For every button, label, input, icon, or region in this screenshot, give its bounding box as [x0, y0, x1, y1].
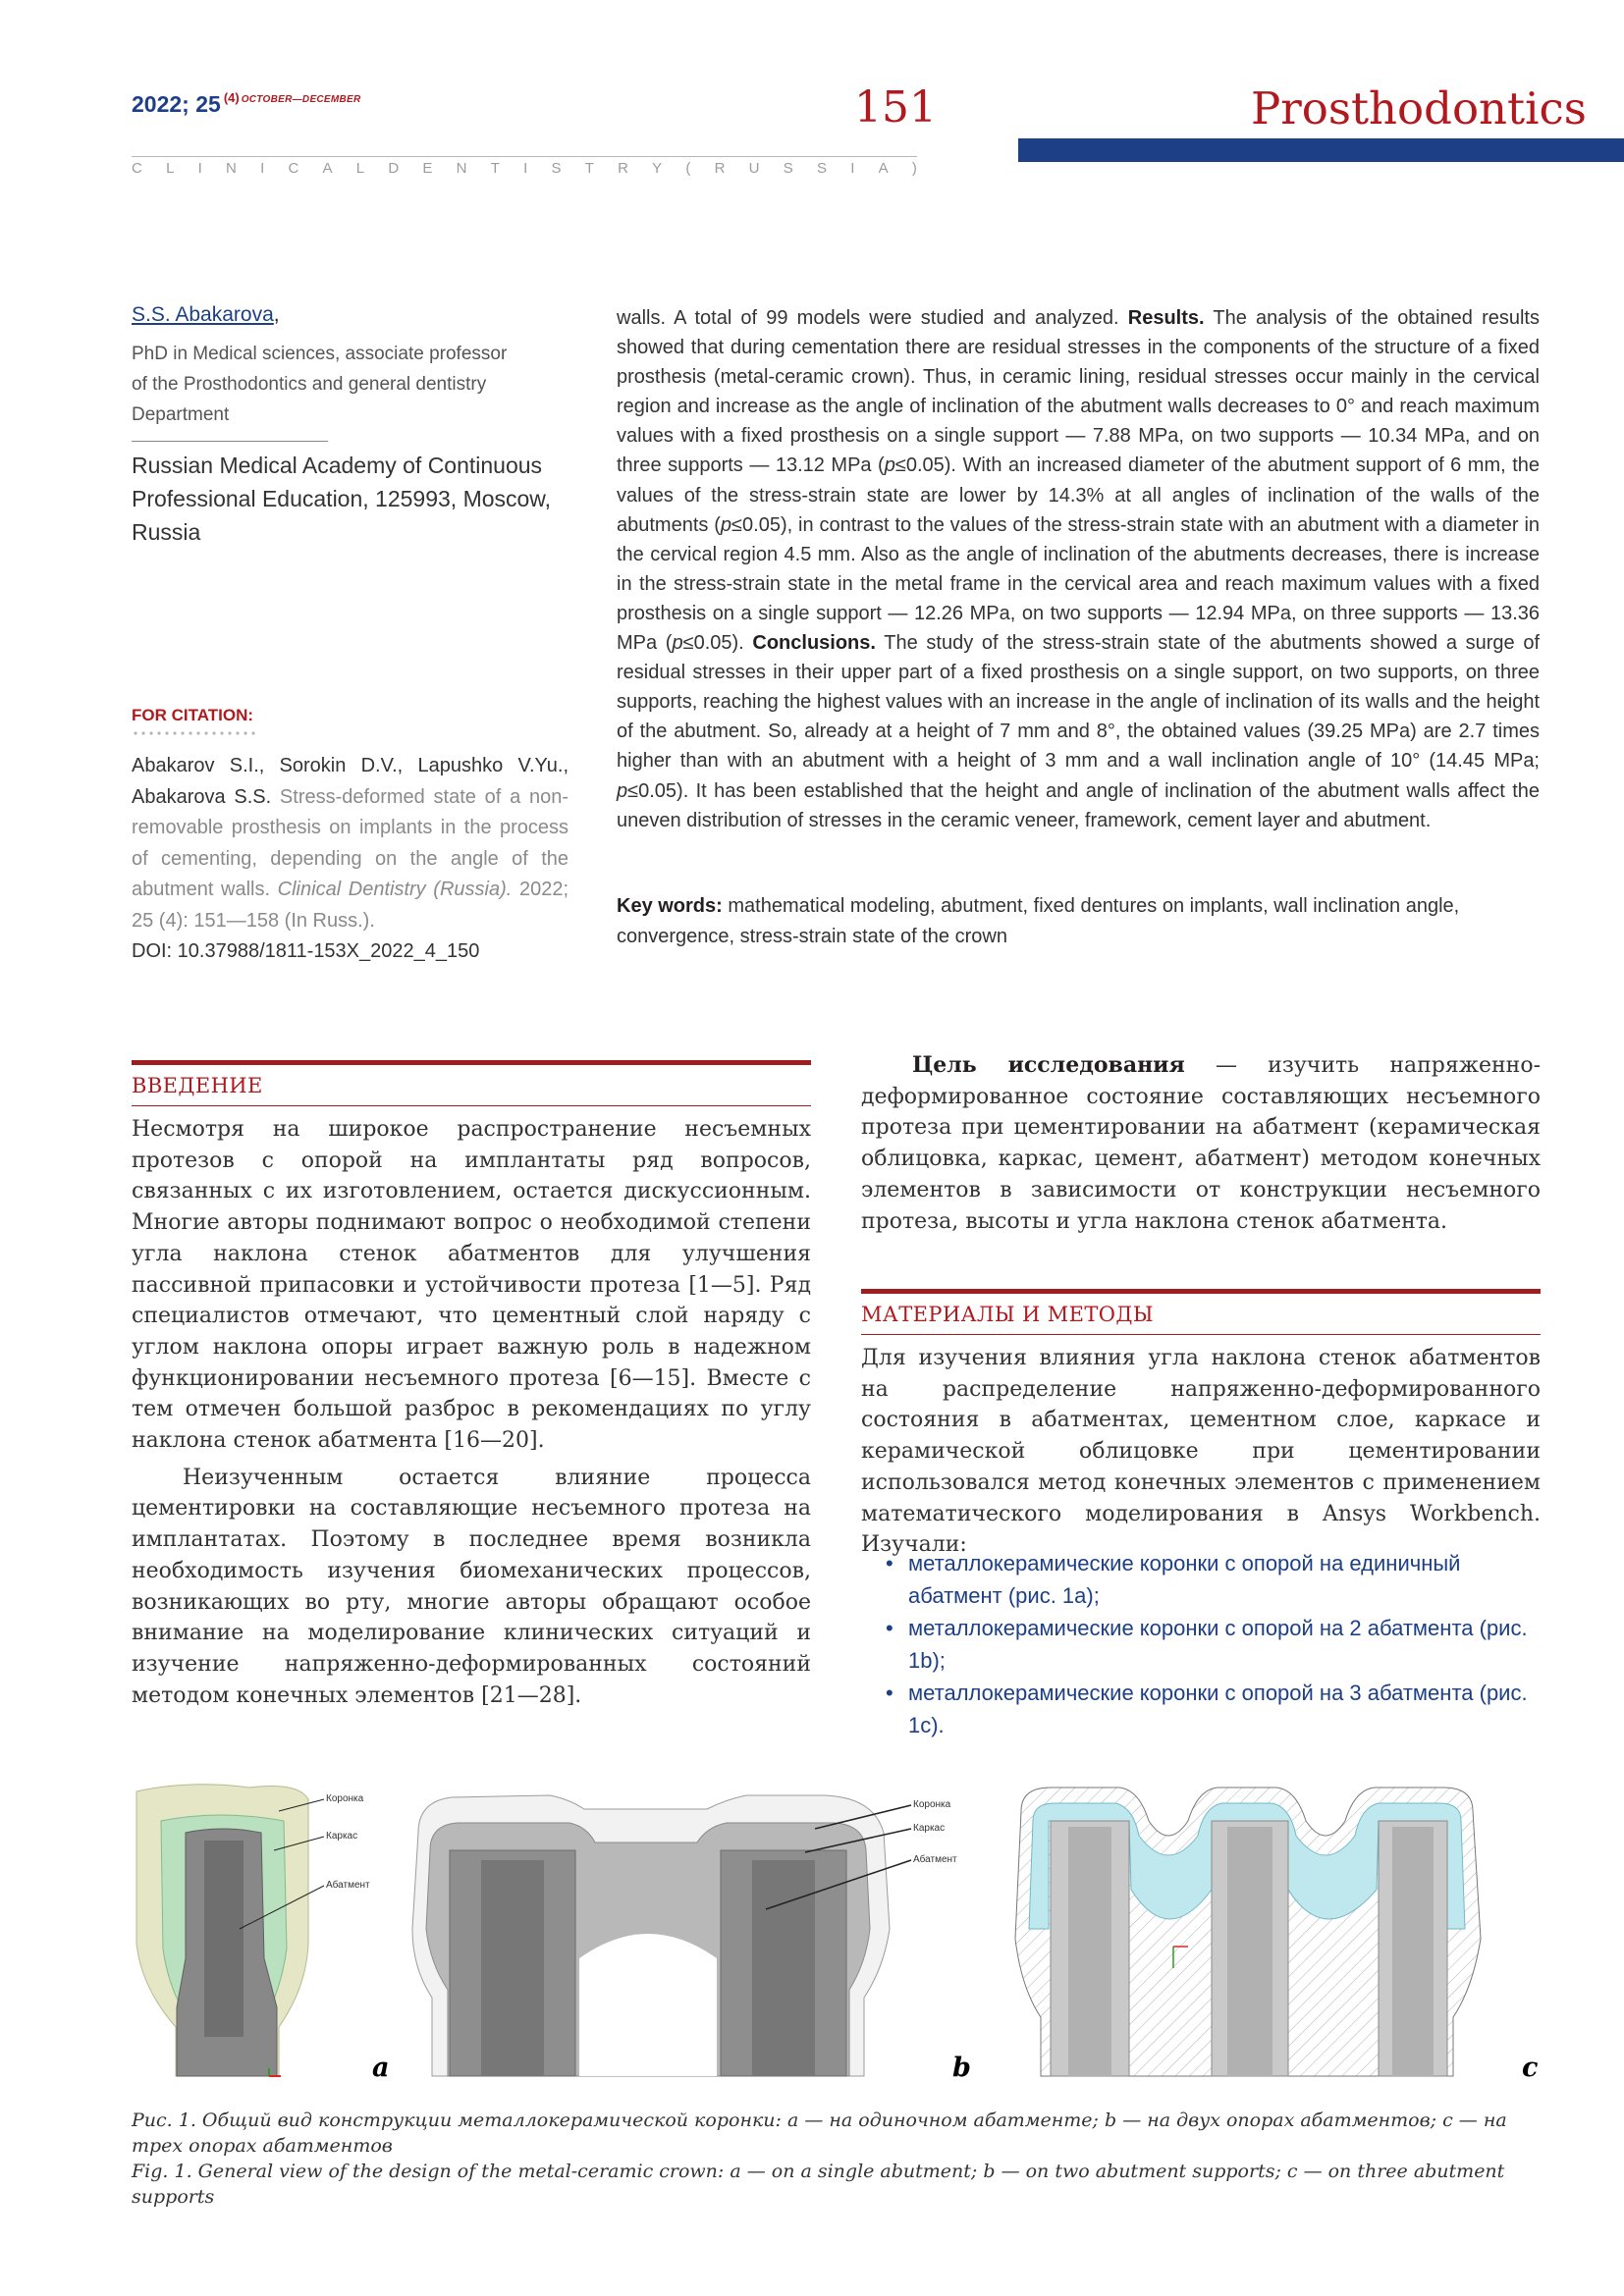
author-comma: , — [273, 303, 280, 326]
journal-name — [132, 160, 917, 177]
p-symbol: p — [884, 454, 895, 477]
fig-a-label-frame: Каркас — [326, 1831, 358, 1842]
journal-letter: A — [878, 160, 889, 177]
figure-caption-en: Fig. 1. General view of the design of the metal-ceramic crown: a — on a single abutment; b — on two abutment supports; c — on three abutment supports — [132, 2161, 1505, 2208]
p-symbol: p — [720, 513, 732, 536]
abstract — [617, 303, 1540, 835]
affiliation-line: Russia — [132, 519, 201, 545]
aim-label: Цель исследования — [912, 1052, 1185, 1078]
journal-letter: T — [490, 160, 500, 177]
methods-paragraph: Для изучения влияния угла наклона стенок абатментов на распределение напряженно-деформированного состояния в абатментах, цементном слое, каркасе и керамической облицовке при цементировании использовался метод конечных элементов с применением математического моделирования в Ansys Workbench. Изучали: — [861, 1346, 1541, 1558]
journal-letter: N — [456, 160, 467, 177]
page-number: 151 — [854, 82, 937, 133]
keywords — [617, 891, 1540, 951]
intro-rule — [132, 1060, 811, 1065]
journal-letter: L — [166, 160, 175, 177]
journal-letter: R — [714, 160, 726, 177]
journal-letter: S — [551, 160, 562, 177]
journal-letter: C — [132, 160, 142, 177]
methods-bullet: • металлокерамические коронки с опорой на 2 абатмента (рис. 1b); — [893, 1612, 1542, 1677]
journal-letter: S — [783, 160, 793, 177]
author-divider — [132, 441, 328, 442]
methods-underline — [861, 1334, 1541, 1335]
journal-letter: L — [355, 160, 365, 177]
fig-b-letter: b — [952, 2053, 971, 2083]
fig-a-letter: a — [372, 2053, 390, 2083]
fig-b-label-abutment: Абатмент — [913, 1854, 957, 1865]
citation-text — [132, 751, 568, 968]
citation-journal: Clinical Dentistry (Russia). — [277, 879, 513, 900]
citation-title: Stress-deformed state of a non-removable prosthesis on implants in the process of cementing, depending on the angle of the abutment walls. — [132, 785, 568, 900]
keywords-label: Key words: — [617, 895, 723, 917]
header-rule — [132, 156, 917, 157]
aim-body: — изучить напряженно-деформированное состояние составляющих несъемного протеза при цементировании на абатмент (керамическая облицовка, каркас, цемент, абатмент) методом конечных элементов в зависимости от конструкции несъемного протеза, высоты и угла наклона стенок абатмента. — [861, 1053, 1542, 1234]
figure-panel-a — [132, 1782, 390, 2083]
intro-text — [132, 1114, 811, 1711]
issue-months: OCTOBER—DECEMBER — [241, 94, 361, 105]
conclusions-label: Conclusions. — [752, 632, 876, 655]
p-symbol: p — [617, 779, 628, 802]
journal-letter: ) — [911, 160, 917, 177]
journal-letter: S — [816, 160, 827, 177]
fig-b-label-frame: Каркас — [913, 1823, 946, 1834]
citation-details: 2022; 25 (4): 151—158 (In Russ.). — [132, 879, 569, 932]
intro-paragraph: Неизученным остается влияние процесса цементировки на составляющие несъемного протеза на имплантатах. Поэтому в последнее время возникла необходимость изучения биомеханических процессов, возникающих во рту, многие авторы обращают особое внимание на моделирование клинических ситуаций и изучение напряженно-деформированных состояний методом конечных элементов [21—28]. — [132, 1465, 811, 1708]
abstract-text: ≤0.05). With an increased diameter of the abutment support of 6 mm, the values of the stress-strain state are lower by 14.3% at all angles of inclination of the walls of the abutments ( — [617, 454, 1540, 536]
fig-c-letter: c — [1522, 2053, 1539, 2083]
abstract-text: The study of the stress-strain state of the abutments showed a surge of residual stresses in their upper part of a fixed prosthesis on a single support, on two supports, on three supports, reaching the highest values with an increase in the angle of inclination of its walls and the height of the abutment. So, already at a height of 7 mm and 8°, the obtained values (39.25 MPa) are 2.7 times higher than with an abutment with a height of 3 mm and a wall inclination angle of 10° (14.45 MPa; — [617, 632, 1540, 773]
journal-letter: T — [584, 160, 594, 177]
citation-label: FOR CITATION: — [132, 706, 254, 724]
author-link[interactable]: S.S. Abakarova — [132, 303, 274, 326]
aim-text — [861, 1050, 1541, 1237]
section-title: Prosthodontics — [1251, 82, 1587, 134]
fig-b-label-crown: Коронка — [913, 1799, 951, 1810]
issue-number: (4) — [223, 90, 240, 105]
author-name — [132, 303, 280, 327]
methods-bullet: • металлокерамические коронки с опорой на единичный абатмент (рис. 1a); — [893, 1547, 1542, 1612]
journal-letter: E — [422, 160, 433, 177]
abstract-text: walls. A total of 99 models were studied and analyzed. — [617, 307, 1128, 329]
methods-rule — [861, 1289, 1541, 1294]
intro-underline — [132, 1105, 811, 1106]
author-credentials — [132, 339, 544, 430]
methods-bullet: • металлокерамические коронки с опорой на 3 абатмента (рис. 1c). — [893, 1677, 1542, 1741]
figure-panel-c — [1011, 1782, 1551, 2083]
journal-letter: I — [523, 160, 528, 177]
journal-letter: A — [322, 160, 333, 177]
journal-letter: D — [388, 160, 400, 177]
citation-authors: Abakarov S.I., Sorokin D.V., Lapushko V.Yu., Abakarova S.S. — [132, 755, 568, 808]
journal-letter: ( — [685, 160, 691, 177]
figure-panel-b — [412, 1782, 982, 2083]
journal-letter: Y — [652, 160, 663, 177]
methods-text — [861, 1343, 1541, 1561]
intro-paragraph: Несмотря на широкое распространение несъемных протезов с опорой на имплантаты ряд вопросов, связанных с их изготовлением, остается дискуссионным. Многие авторы поднимают вопрос о необходимой степени угла наклона стенок абатментов для улучшения пассивной припасовки и устойчивости протеза [1—5]. Ряд специалистов отмечают, что цементный слой наряду с углом наклона опоры играет важную роль в надежном функционировании несъемного протеза [6—15]. Вместе с тем отмечен большой разброс в рекомендациях по углу наклона стенок абатмента [16—20]. — [132, 1117, 811, 1454]
journal-issue — [132, 90, 361, 118]
journal-letter: R — [618, 160, 628, 177]
author-affiliation — [132, 449, 583, 549]
citation-doi[interactable]: DOI: 10.37988/1811-153X_2022_4_150 — [132, 940, 480, 962]
affiliation-line: Russian Medical Academy of Continuous — [132, 453, 543, 478]
fig-a-label-crown: Коронка — [326, 1793, 364, 1804]
year-volume: 2022; 25 — [132, 91, 221, 117]
fig-a-label-abutment: Абатмент — [326, 1880, 370, 1891]
p-symbol: p — [672, 632, 683, 655]
citation-dots — [132, 731, 259, 735]
journal-letter: C — [288, 160, 299, 177]
results-label: Results. — [1127, 307, 1205, 329]
abstract-text: The analysis of the obtained results showed that during cementation there are residual stresses in the components of the structure of a fixed prosthesis (metal-ceramic crown). Thus, in ceramic lining, residual stresses occur mainly in the cervical region and increase as the angle of inclination of the abutment walls decreases to 0° and reach maximum values with a fixed prosthesis on a single support — 7.88 MPa, on two supports — 10.34 MPa, and on three supports — 13.12 MPa ( — [617, 307, 1540, 477]
credentials-line: Department — [132, 404, 230, 425]
figure-caption-ru: Рис. 1. Общий вид конструкции металлокерамической коронки: a — на одиночном абатменте; b — на двух опорах абатментов; c — на трех опорах абатментов — [132, 2109, 1507, 2157]
keywords-text: mathematical modeling, abutment, fixed dentures on implants, wall inclination angle, convergence, stress-strain state of the crown — [617, 895, 1460, 947]
journal-letter: I — [197, 160, 202, 177]
methods-heading: МАТЕРИАЛЫ И МЕТОДЫ — [861, 1303, 1154, 1326]
journal-letter: U — [748, 160, 760, 177]
journal-letter: I — [850, 160, 855, 177]
abstract-text: ≤0.05), in contrast to the values of the stress-strain state with an abutment with a diameter in the cervical region 4.5 mm. Also as the angle of inclination of the abutments decreases, there is increase in the stress-strain state in the metal frame in the cervical area and reach maximum values with a fixed prosthesis on a single support — 12.26 MPa, on two supports — 12.94 MPa, on three supports — 13.36 MPa ( — [617, 513, 1541, 655]
journal-letter: I — [260, 160, 265, 177]
intro-heading: ВВЕДЕНИЕ — [132, 1074, 263, 1097]
abstract-text: ≤0.05). It has been established that the height and angle of inclination of the abutment walls affect the uneven distribution of stresses in the ceramic veneer, framework, cement layer and abutment. — [617, 779, 1540, 831]
abstract-text: ≤0.05). — [682, 632, 753, 655]
credentials-line: of the Prosthodontics and general dentistry — [132, 374, 487, 395]
journal-letter: N — [226, 160, 237, 177]
section-bar — [1018, 138, 1624, 162]
credentials-line: PhD in Medical sciences, associate professor — [132, 344, 508, 364]
affiliation-line: Professional Education, 125993, Moscow, — [132, 486, 552, 511]
methods-list — [893, 1547, 1542, 1741]
